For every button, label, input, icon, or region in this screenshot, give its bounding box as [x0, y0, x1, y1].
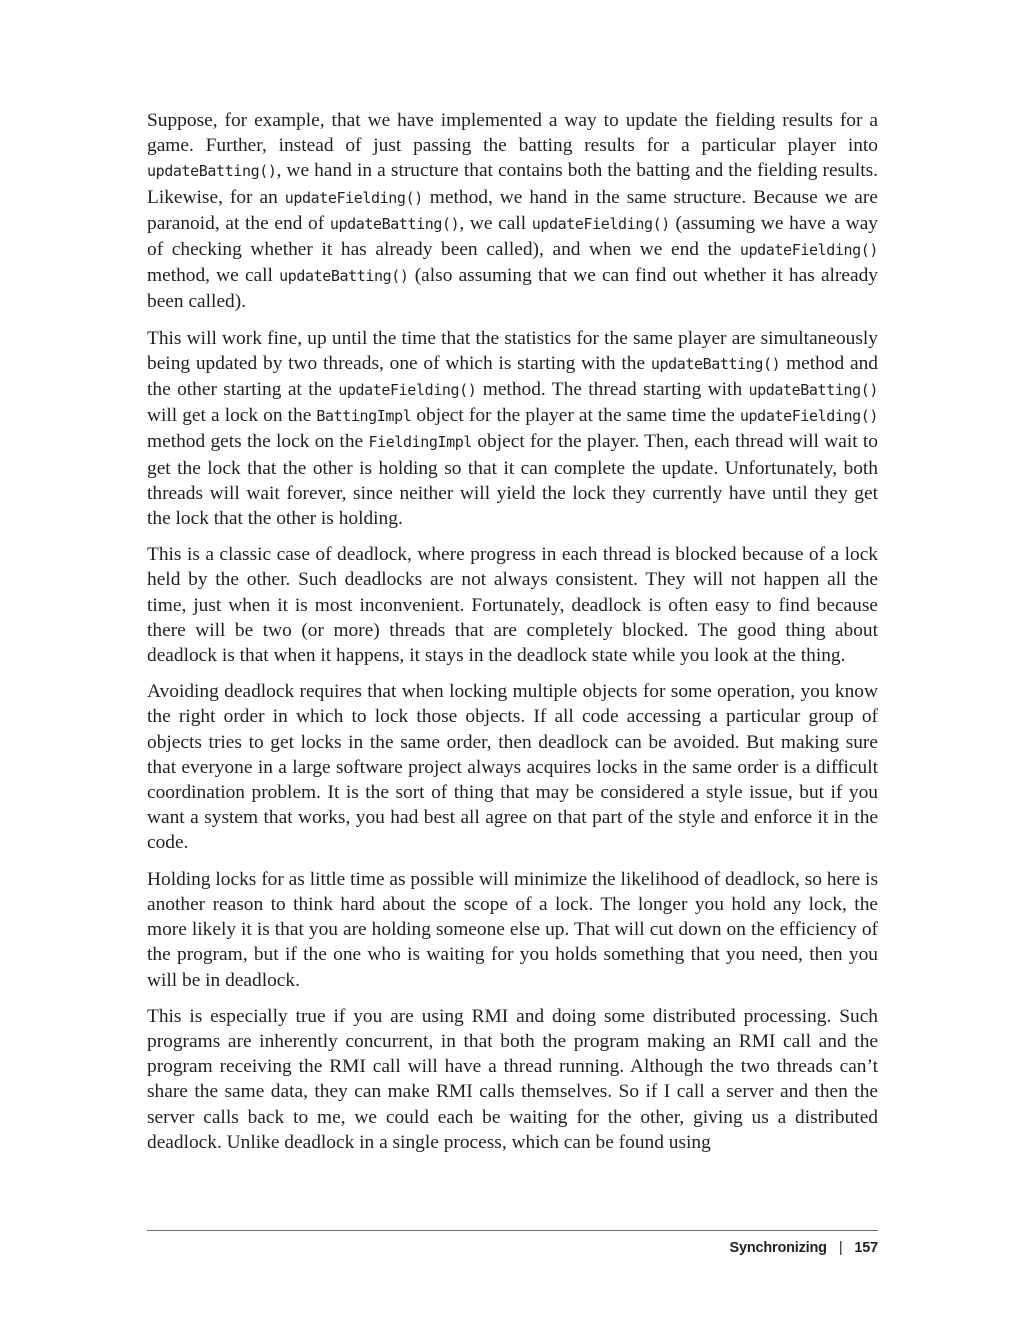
inline-code: Fieldin​gImpl: [368, 433, 473, 452]
page-footer: [730, 1240, 878, 1256]
paragraph-text: method and the other starting at the: [147, 352, 878, 401]
paragraph-text: Holding locks for as little time as possible will minimize the likelihood of deadlock, so here is another reason to think hard about the scope of a lock. The longer you hold any lock, the more likely it is that you are holding someone else up. That will cut down on the efficiency of the program, but if the one who is waiting for you holds something that you need, then you will be in deadlock.: [147, 868, 878, 991]
inline-code: updateField​ing(): [531, 214, 670, 233]
paragraph-text: method, we hand in the same structure. Because we are paranoid, at the end of: [147, 186, 878, 234]
paragraph-text: , we call: [459, 212, 532, 234]
paragraph-text: will get a lock on the: [147, 405, 317, 427]
paragraph-text: method gets the lock on the: [147, 431, 369, 453]
inline-code: BattingImpl: [316, 407, 412, 426]
body-paragraph: [147, 1004, 878, 1155]
inline-code: updateBatting(): [650, 354, 781, 373]
inline-code: updateBatting(): [329, 214, 460, 233]
body-paragraph: [147, 679, 878, 855]
paragraph-text: , we hand in a structure that contains both the batting and the fielding results. Likewise, for an: [147, 160, 878, 208]
paragraph-text: Suppose, for example, that we have implemented a way to update the fielding results for a game. Further, instead of just passing the batting results for a particular player into: [147, 110, 878, 157]
footer-section-title: Synchronizing: [729, 1240, 827, 1256]
paragraph-text: method. The thread starting with: [476, 379, 749, 401]
paragraph-text: object for the player. Then, each thread will wait to get the lock that the other is holding so that it can complete the update. Unfortunately, both threads will wait forever, since neither will yield the lock they currently have until they get the lock that the other is holding.: [147, 431, 878, 530]
paragraph-text: This will work fine, up until the time that the statistics for the same player are simultaneously being updated by two threads, one of which is starting with the: [147, 327, 878, 374]
footer-page-number: 157: [854, 1240, 878, 1256]
inline-code: updateFielding(): [338, 381, 477, 400]
body-paragraph: [147, 542, 878, 668]
inline-code: updateBatting(): [147, 162, 277, 181]
paragraph-text: object for the player at the same time the: [411, 405, 740, 427]
body-paragraph: [147, 108, 878, 315]
inline-code: updateBatting(): [748, 381, 878, 400]
paragraph-text: This is a classic case of deadlock, where progress in each thread is blocked because of a lock held by the other. Such deadlocks are not always consistent. They will not happen all the time, just when it is most inconvenient. Fortunately, deadlock is often easy to find because there will be two (or more) threads that are completely blocked. The good thing about deadlock is that when it happens, it stays in the deadlock state while you look at the thing.: [147, 544, 878, 667]
footer-separator: |: [838, 1240, 843, 1256]
paragraph-text: This is especially true if you are using RMI and doing some distributed processing. Such programs are inherently concurrent, in that both the program making an RMI call and the program receiving the RMI call will have a thread running. Although the two threads can’t share the same data, they can make RMI calls themselves. So if I call a server and then the server calls back to me, we could each be waiting for the other, giving us a distributed deadlock. Unlike deadlock in a single process, which can be found using: [147, 1005, 878, 1153]
footer-rule: [147, 1230, 878, 1231]
paragraph-text: Avoiding deadlock requires that when locking multiple objects for some operation, you know the right order in which to lock those objects. If all code accessing a particular group of objects tries to get locks in the same order, then deadlock can be avoided. But making sure that everyone in a large software project always acquires locks in the same order is a difficult coordination problem. It is the sort of thing that may be considered a style issue, but if you want a system that works, you had best all agree on that part of the style and enforce it in the code.: [147, 681, 878, 854]
paragraph-text: method, we call: [147, 265, 280, 287]
page-body: [147, 108, 878, 1166]
inline-code: updateFielding(): [739, 407, 879, 426]
body-paragraph: [147, 867, 878, 993]
inline-code: updateBatting(): [279, 267, 409, 286]
paragraph-text: (also assuming that we can find out whether it has already been called).: [147, 265, 878, 313]
paragraph-text: (assuming we have a way of checking whether it has already been called), and when we end the: [147, 212, 878, 261]
inline-code: updateFielding(): [284, 188, 423, 207]
body-paragraph: [147, 326, 878, 532]
inline-code: updateFielding(): [739, 241, 878, 260]
